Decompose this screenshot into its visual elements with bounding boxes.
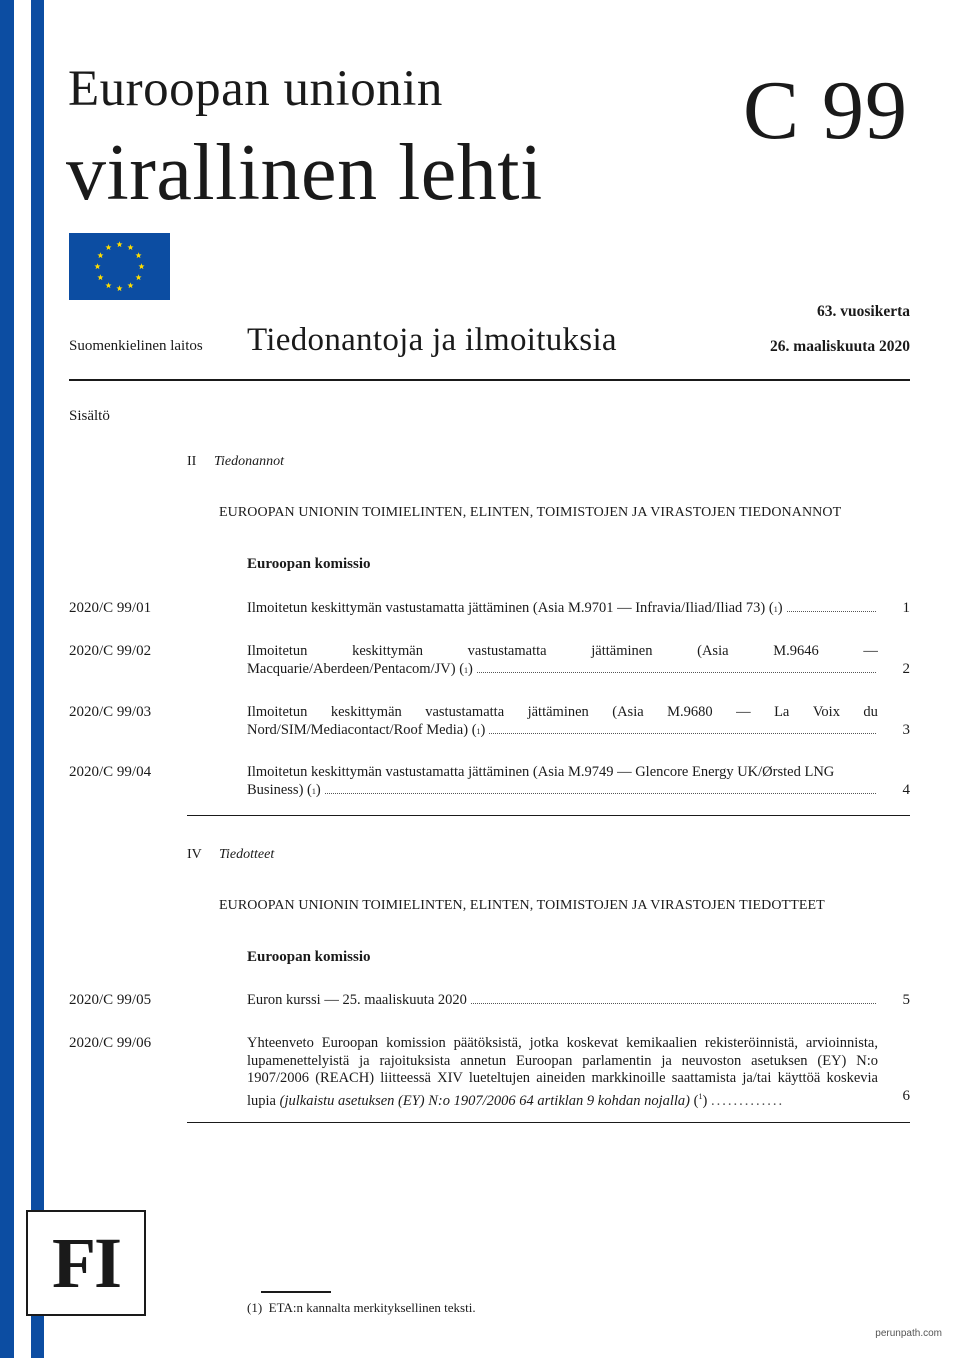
series-title: Tiedonantoja ja ilmoituksia <box>247 322 617 358</box>
left-blue-bar-inner <box>31 0 44 1358</box>
section-divider <box>187 815 910 816</box>
page-number: 2 <box>902 661 910 677</box>
journal-title-line2: virallinen lehti <box>66 129 543 217</box>
document-title[interactable]: Ilmoitetun keskittymän vastustamatta jättäminen (Asia M.9680 — La Voix du Nord/SIM/Mediacontact/Roof Media) ( 1 ) <box>247 704 878 740</box>
page-number: 4 <box>902 782 910 798</box>
contents-label: Sisältö <box>69 408 110 424</box>
page-number: 5 <box>902 992 910 1008</box>
body-heading: Euroopan komissio <box>247 949 371 965</box>
body-heading: Euroopan komissio <box>247 556 371 572</box>
left-blue-bar <box>0 0 14 1358</box>
leader-dots <box>787 611 876 612</box>
leader-dots <box>489 733 876 734</box>
watermark: perunpath.com <box>875 1328 942 1339</box>
journal-title-line1: Euroopan unionin <box>68 61 443 117</box>
institution-heading: EUROOPAN UNIONIN TOIMIELINTEN, ELINTEN, TOIMISTOJEN JA VIRASTOJEN TIEDONANNOT <box>219 505 842 520</box>
document-title[interactable]: Euron kurssi — 25. maaliskuuta 2020 <box>247 992 878 1010</box>
footnote-ref: 1 <box>464 665 469 675</box>
issue-number: C 99 <box>742 64 908 157</box>
document-title[interactable]: Yhteenveto Euroopan komission päätöksistä, jotka koskevat kemikaalien rekisteröinnistä, arvioinnista, lupamenettelyistä ja rajoituksista annetun Euroopan parlamentin ja neuvoston asetuksen (EY) N:o 1907/2006 (REACH) liitteessä XIV lueteltujen aineiden markkinoille saattamista ja/tai käyttöä koskevia lupia (julkaistu asetuksen (EY) N:o 1907/2006 64 artiklan 9 kohdan nojalla) ($^1$) ............. <box>247 1035 878 1109</box>
leader-dots <box>325 793 876 794</box>
document-title[interactable]: Ilmoitetun keskittymän vastustamatta jättäminen (Asia M.9749 — Glencore Energy UK/Ørsted LNG Business) ( 1 ) <box>247 764 878 800</box>
edition-label: Suomenkielinen laitos <box>69 338 203 354</box>
document-ref: 2020/C 99/06 <box>69 1035 152 1051</box>
footnote-ref: 1 <box>476 726 481 736</box>
section-number: IV <box>187 847 202 862</box>
leader-dots <box>471 1003 876 1004</box>
footnote-ref: 1 <box>773 605 778 614</box>
eu-flag-icon <box>69 233 170 300</box>
footnote-ref: 1 <box>311 786 316 796</box>
document-ref: 2020/C 99/03 <box>69 704 152 720</box>
footnote-ref: 1 <box>698 1091 703 1101</box>
document-ref: 2020/C 99/04 <box>69 764 152 780</box>
justified-line: Ilmoitetun keskittymän vastustamatta jättäminen (Asia M.9680 — La Voix du <box>247 704 878 720</box>
section-title: Tiedotteet <box>219 847 275 862</box>
section-divider <box>187 1122 910 1123</box>
document-ref: 2020/C 99/02 <box>69 643 152 659</box>
language-code-box: FI <box>26 1210 146 1316</box>
issue-date: 26. maaliskuuta 2020 <box>770 338 910 355</box>
document-ref: 2020/C 99/01 <box>69 600 152 616</box>
document-title[interactable]: Ilmoitetun keskittymän vastustamatta jättäminen (Asia M.9701 — Infravia/Iliad/Iliad 73) ( 1 ) <box>247 600 878 619</box>
footnote-divider <box>261 1291 331 1293</box>
leader-dots: ............. <box>710 1092 785 1109</box>
institution-heading: EUROOPAN UNIONIN TOIMIELINTEN, ELINTEN, TOIMISTOJEN JA VIRASTOJEN TIEDOTTEET <box>219 898 825 913</box>
header-divider <box>69 379 910 381</box>
section-number: II <box>187 454 197 469</box>
footnote: (1) ETA:n kannalta merkityksellinen teksti. <box>247 1300 476 1315</box>
leader-dots <box>477 672 876 673</box>
justified-line: Ilmoitetun keskittymän vastustamatta jättäminen (Asia M.9646 — <box>247 643 878 659</box>
document-title[interactable]: Ilmoitetun keskittymän vastustamatta jättäminen (Asia M.9646 — Macquarie/Aberdeen/Pentacom/JV) ( 1 ) <box>247 643 878 679</box>
document-ref: 2020/C 99/05 <box>69 992 152 1008</box>
page-number: 6 <box>902 1088 910 1104</box>
volume-label: 63. vuosikerta <box>817 303 910 320</box>
page-number: 3 <box>902 722 910 738</box>
section-title: Tiedonannot <box>214 454 285 469</box>
page-number: 1 <box>902 600 910 616</box>
